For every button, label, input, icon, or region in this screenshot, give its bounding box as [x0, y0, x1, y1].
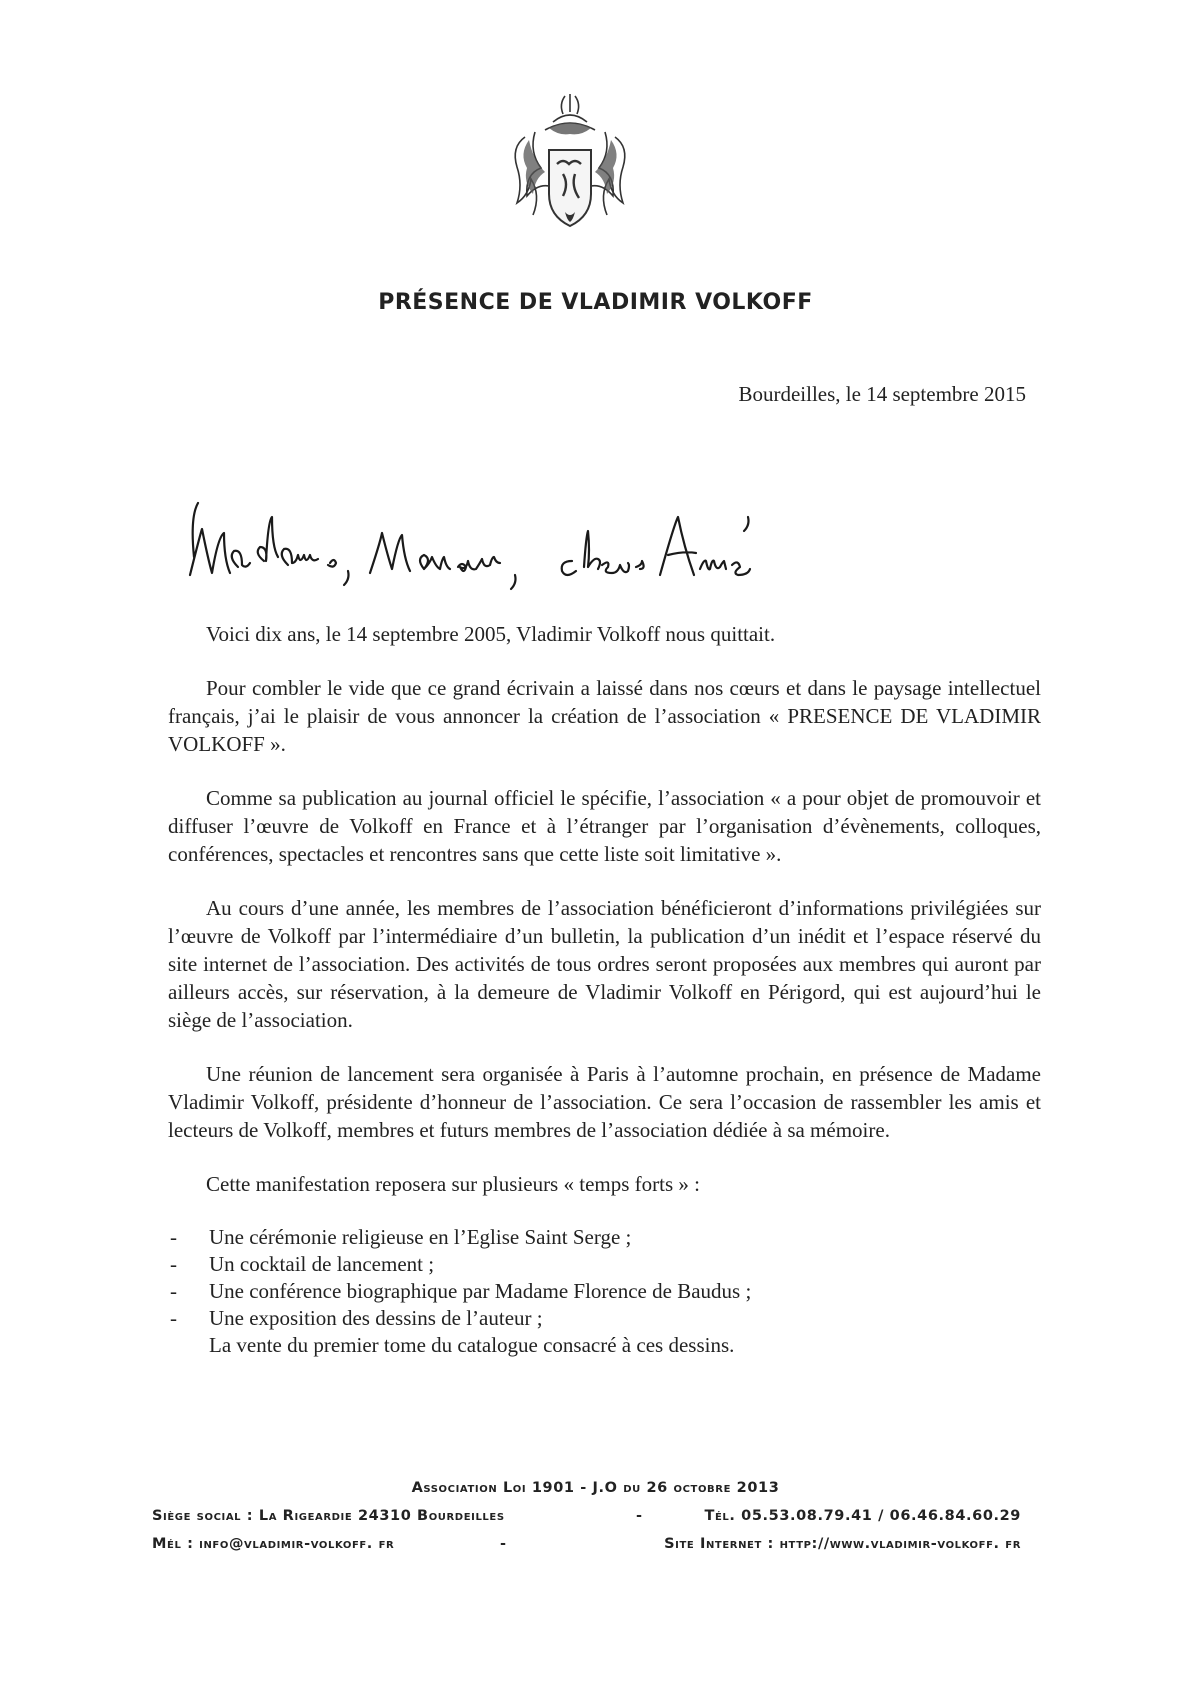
footer-separator: - — [636, 1508, 643, 1524]
bullet-marker: - — [170, 1306, 177, 1330]
footer-association-line: Association Loi 1901 - J.O du 26 octobre 2013 — [411, 1480, 780, 1496]
footer-siege: Siège social : La Rigeardie 24310 Bourdeilles — [152, 1508, 505, 1524]
list-item: - Une exposition des dessins de l’auteur ; — [170, 1306, 543, 1330]
footer-separator: - — [500, 1536, 507, 1552]
footer-tel: Tél. 05.53.08.79.41 / 06.46.84.60.29 — [704, 1508, 1021, 1524]
handwritten-salutation — [180, 495, 920, 605]
letter-body — [168, 620, 1041, 1359]
paragraph-1: Voici dix ans, le 14 septembre 2005, Vladimir Volkoff nous quittait. — [206, 622, 776, 646]
list-item: - Un cocktail de lancement ; — [170, 1252, 435, 1276]
footer-website: Site Internet : http://www.vladimir-volkoff. fr — [664, 1536, 1021, 1552]
paragraph-4: Au cours d’une année, les membres de l’association bénéficieront d’informations privilégiées sur l’œuvre de Volkoff par l’intermédiaire d’un bulletin, la publication d’un inédit et l’espace réservé du site internet de l’association. Des activités de tous ordres seront proposées aux membres qui auront par ailleurs accès, sur réservation, à la demeure de Vladimir Volkoff en Périgord, qui est aujourd’hui le siège de l’association. — [168, 896, 1041, 1032]
highlights-list — [168, 1224, 1041, 1359]
bullet-marker: - — [170, 1252, 177, 1276]
bullet-marker: - — [170, 1225, 177, 1249]
list-item: - Une conférence biographique par Madame Florence de Baudus ; — [170, 1279, 752, 1303]
date-line: Bourdeilles, le 14 septembre 2015 — [738, 382, 1026, 406]
paragraph-5: Une réunion de lancement sera organisée à Paris à l’automne prochain, en présence de Madame Vladimir Volkoff, présidente d’honneur de l’association. Ce sera l’occasion de rassembler les amis et lecteurs de Volkoff, membres et futurs membres de l’association dédiée à sa mémoire. — [168, 1062, 1041, 1142]
paragraph-2: Pour combler le vide que ce grand écrivain a laissé dans nos cœurs et dans le paysage intellectuel français, j’ai le plaisir de vous annoncer la création de l’association « PRESENCE DE VLADIMIR VOLKOFF ». — [168, 676, 1041, 756]
paragraph-6: Cette manifestation reposera sur plusieurs « temps forts » : — [206, 1172, 700, 1196]
letterhead-title: PRÉSENCE DE VLADIMIR VOLKOFF — [378, 290, 813, 315]
footer-email: Mél : info@vladimir-volkoff. fr — [152, 1536, 395, 1552]
list-item: - Une cérémonie religieuse en l’Eglise Saint Serge ; — [170, 1225, 632, 1249]
heraldic-crest-icon — [505, 92, 635, 242]
paragraph-3: Comme sa publication au journal officiel le spécifie, l’association « a pour objet de promouvoir et diffuser l’œuvre de Volkoff en France et à l’étranger par l’organisation d’évènements, colloques, conférences, spectacles et rencontres sans que cette liste soit limitative ». — [168, 786, 1041, 866]
bullet-marker: - — [170, 1279, 177, 1303]
list-item: La vente du premier tome du catalogue consacré à ces dessins. — [209, 1333, 735, 1357]
